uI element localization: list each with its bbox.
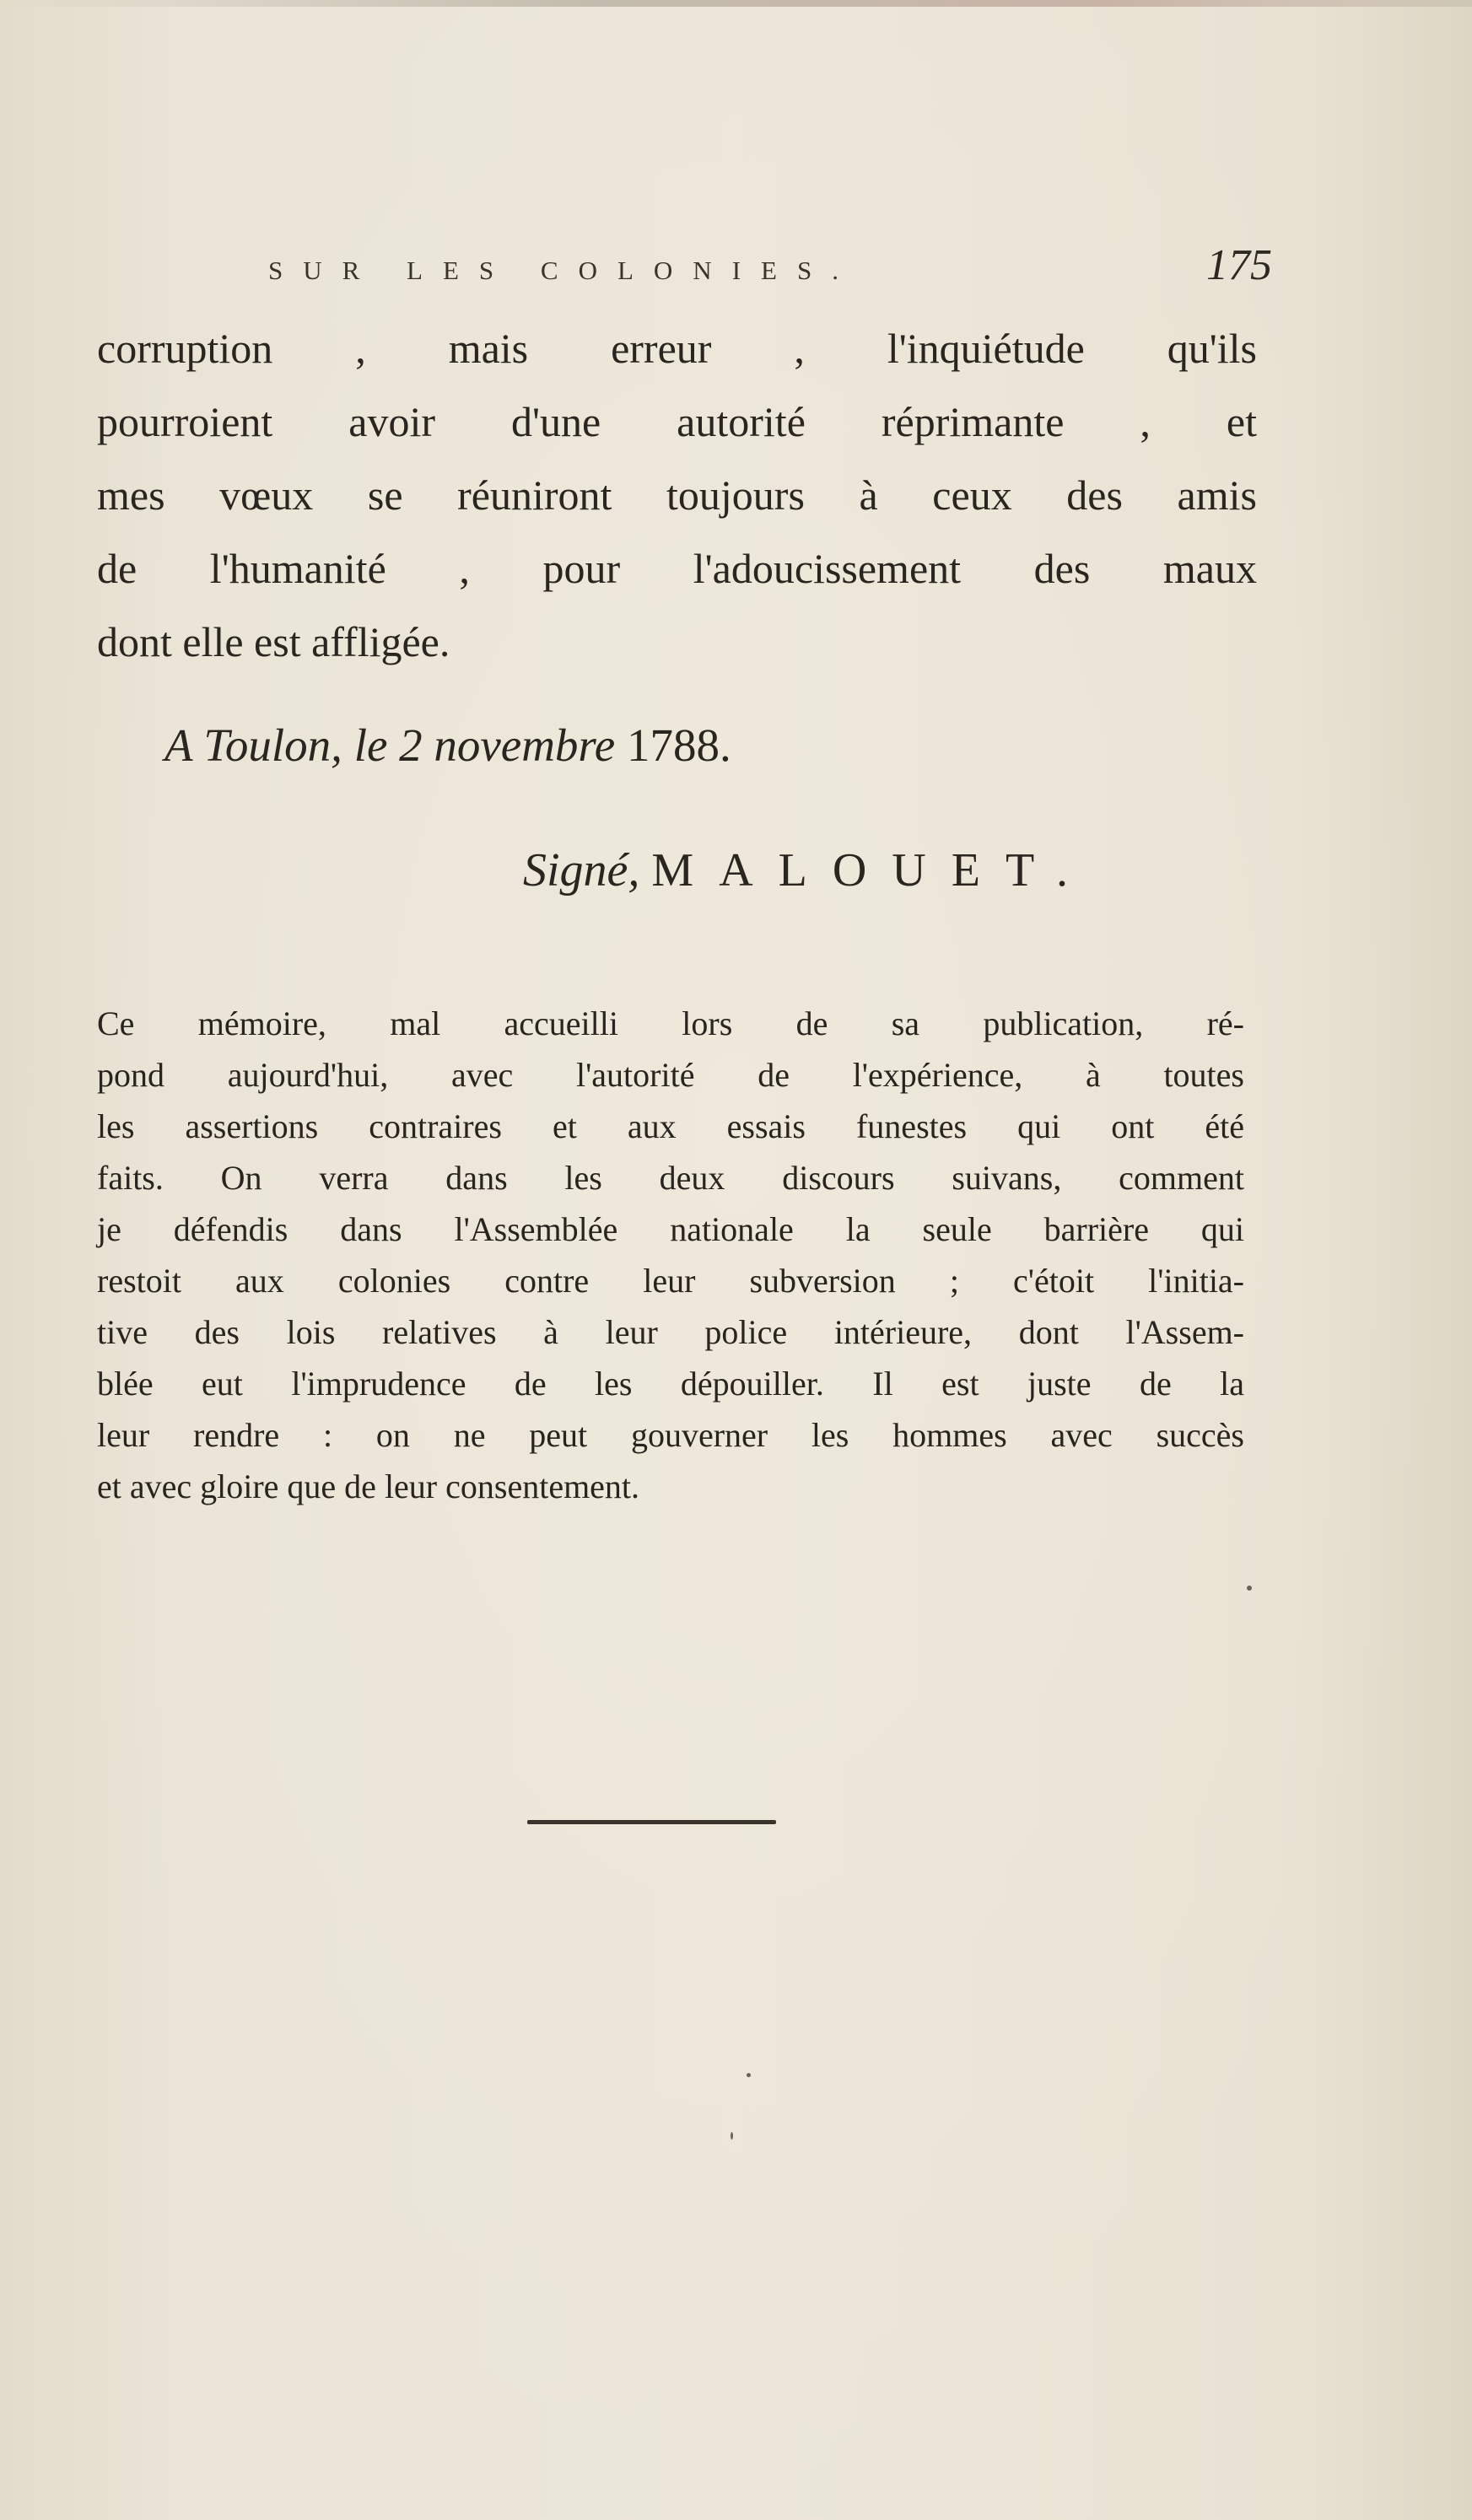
note-line: restoit aux colonies contre leur subversion ; c'étoit l'initia- (97, 1262, 1244, 1300)
main-line: de l'humanité , pour l'adoucissement des maux (97, 545, 1257, 592)
editorial-note (97, 998, 1244, 1512)
ink-speck (1247, 1586, 1252, 1591)
main-line: dont elle est affligée. (97, 618, 450, 665)
main-line: pourroient avoir d'une autorité réprimante , et (97, 398, 1257, 445)
note-line: Ce mémoire, mal accueilli lors de sa publication, ré- (97, 1004, 1244, 1042)
page-top-edge (0, 0, 1472, 7)
note-line: je défendis dans l'Assemblée nationale la seule barrière qui (97, 1210, 1244, 1248)
dateline (164, 719, 731, 772)
section-rule (527, 1820, 776, 1824)
signature-name: MALOUET. (651, 844, 1094, 897)
dateline-place: A Toulon, (164, 719, 342, 771)
dateline-year: 1788. (626, 719, 731, 771)
note-line: blée eut l'imprudence de les dépouiller. Il est juste de la (97, 1365, 1244, 1403)
note-line: les assertions contraires et aux essais funestes qui ont été (97, 1107, 1244, 1145)
main-line: mes vœux se réuniront toujours à ceux des amis (97, 471, 1257, 519)
dateline-date: le 2 novembre (353, 719, 616, 771)
note-line: leur rendre : on ne peut gouverner les hommes avec succès (97, 1416, 1244, 1454)
note-line: tive des lois relatives à leur police intérieure, dont l'Assem- (97, 1313, 1244, 1351)
note-line: faits. On verra dans les deux discours suivans, comment (97, 1159, 1244, 1197)
main-paragraph (97, 312, 1257, 679)
signature-signed: Signé, (523, 844, 640, 897)
note-line: pond aujourd'hui, avec l'autorité de l'expérience, à toutes (97, 1056, 1244, 1094)
note-line: et avec gloire que de leur consentement. (97, 1467, 640, 1505)
page-number: 175 (1206, 241, 1272, 289)
signature (523, 843, 1093, 897)
ink-speck (747, 2073, 751, 2077)
running-head: SUR LES COLONIES. (268, 256, 859, 285)
main-line: corruption , mais erreur , l'inquiétude qu'ils (97, 325, 1257, 372)
ink-speck (731, 2132, 733, 2140)
page-header (268, 240, 1272, 299)
